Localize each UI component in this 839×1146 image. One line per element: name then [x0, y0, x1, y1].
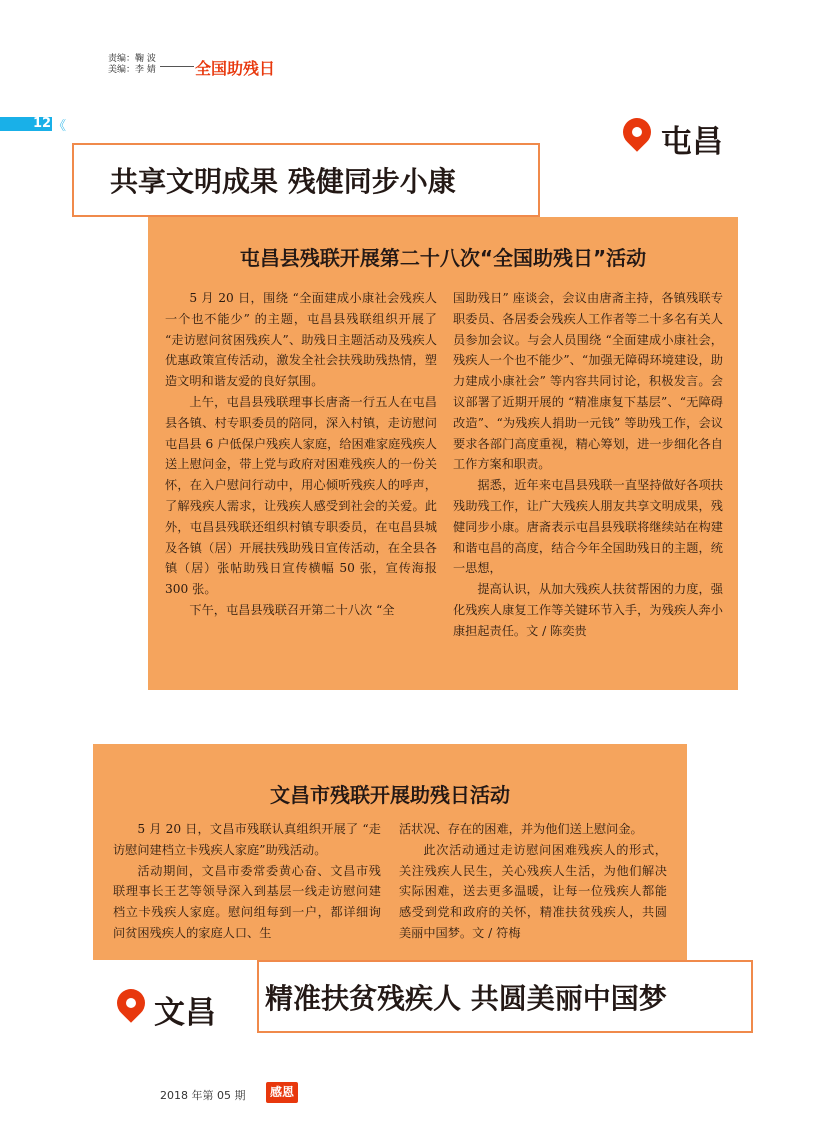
article1-left-column [165, 288, 437, 621]
article2-banner-text: 精准扶贫残疾人 共圆美丽中国梦 [265, 981, 667, 1015]
location-pin-icon [111, 983, 151, 1023]
location-label-tunchang: 屯昌 [661, 124, 723, 160]
paragraph: 5 月 20 日，文昌市残联认真组织开展了 “走访慰问建档立卡残疾人家庭”助残活动。 [113, 822, 381, 857]
paragraph: 活状况、存在的困难，并为他们送上慰问金。 [399, 822, 643, 836]
editor-line-1: 责编：鞠 波 [108, 54, 156, 64]
article1-banner [72, 143, 540, 217]
article2-banner [257, 960, 753, 1033]
header-divider [160, 66, 194, 67]
article2-box [93, 744, 687, 960]
editor-line-2: 美编：李 婧 [108, 65, 156, 75]
article1-box [148, 217, 738, 690]
article2-left-column [113, 819, 381, 944]
paragraph: 国助残日” 座谈会，会议由唐斋主持，各镇残联专职委员、各居委会残疾人工作者等二十多名有关人员参加会议。与会人员围绕 “全面建成小康社会，残疾人一个也不能少”、“加强无障碍环境建设，助力建成小康社会” 等内容共同讨论，积极发言。会议部署了近期开展的 “精准康复下基层”、“无障碍改造”、“为残疾人捐助一元钱” 等助残工作，会议要求各部门高度重视，精心筹划，进一步细化各自工作方案和职责。 [453, 291, 723, 472]
article1-title: 屯昌县残联开展第二十八次“全国助残日”活动 [239, 246, 647, 270]
page-arrows-icon: 《 [53, 119, 64, 134]
paragraph: 活动期间，文昌市委常委黄心奋、文昌市残联理事长王艺等领导深入到基层一线走访慰问建档立卡残疾人家庭。慰问组每到一户，都详细询问贫困残疾人的家庭人口、生 [113, 863, 381, 940]
article1-banner-text: 共享文明成果 残健同步小康 [110, 165, 456, 198]
location-pin-icon [617, 112, 657, 152]
location-label-wenchang: 文昌 [154, 995, 216, 1031]
article2-title: 文昌市残联开展助残日活动 [270, 783, 510, 807]
paragraph: 下午，屯昌县残联召开第二十八次 “全 [189, 602, 395, 617]
paragraph: 据悉，近年来屯昌县残联一直坚持做好各项扶残助残工作，让广大残疾人朋友共享文明成果，残健同步小康。唐斋表示屯昌县残联将继续站在构建和谐屯昌的高度，结合今年全国助残日的主题，统一思想， [453, 478, 723, 576]
editor-credits [108, 54, 156, 76]
paragraph: 提高认识，从加大残疾人扶贫帮困的力度，强化残疾人康复工作等关键环节入手，为残疾人奔小康担起责任。文 / 陈奕贵 [453, 582, 723, 638]
article1-right-column [453, 288, 723, 642]
issue-number: 2018 年第 05 期 [160, 1089, 246, 1102]
paragraph: 5 月 20 日，围绕 “全面建成小康社会残疾人一个也不能少” 的主题，屯昌县残联组织开展了 “走访慰问贫困残疾人”、助残日主题活动及残疾人优惠政策宣传活动，激发全社会扶残助残热情，塑造文明和谐友爱的良好氛围。 [165, 291, 437, 389]
article2-right-column [399, 819, 667, 944]
section-title: 全国助残日 [195, 59, 276, 78]
page-number: 12 [33, 116, 52, 131]
paragraph: 此次活动通过走访慰问困难残疾人的形式，关注残疾人民生，关心残疾人生活，为他们解决实际困难，送去更多温暖，让每一位残疾人都能感受到党和政府的关怀，精准扶贫残疾人，共圆美丽中国梦。文 / 符梅 [399, 842, 667, 940]
paragraph: 上午，屯昌县残联理事长唐斋一行五人在屯昌县各镇、村专职委员的陪同，深入村镇，走访慰问屯昌县 6 户低保户残疾人家庭，给困难家庭残疾人送上慰问金，带上党与政府对困难残疾人的一份关怀，在入户慰问行动中，用心倾听残疾人的呼声，了解残疾人需求，让残疾人感受到社会的关爱。此外，屯昌县残联还组织村镇专职委员，在屯昌县城及各镇（居）开展扶残助残日宣传活动，在全县各镇（居）张帖助残日宣传横幅 50 张，宣传海报 300 张。 [165, 394, 437, 597]
magazine-logo: 感恩 [266, 1082, 298, 1103]
